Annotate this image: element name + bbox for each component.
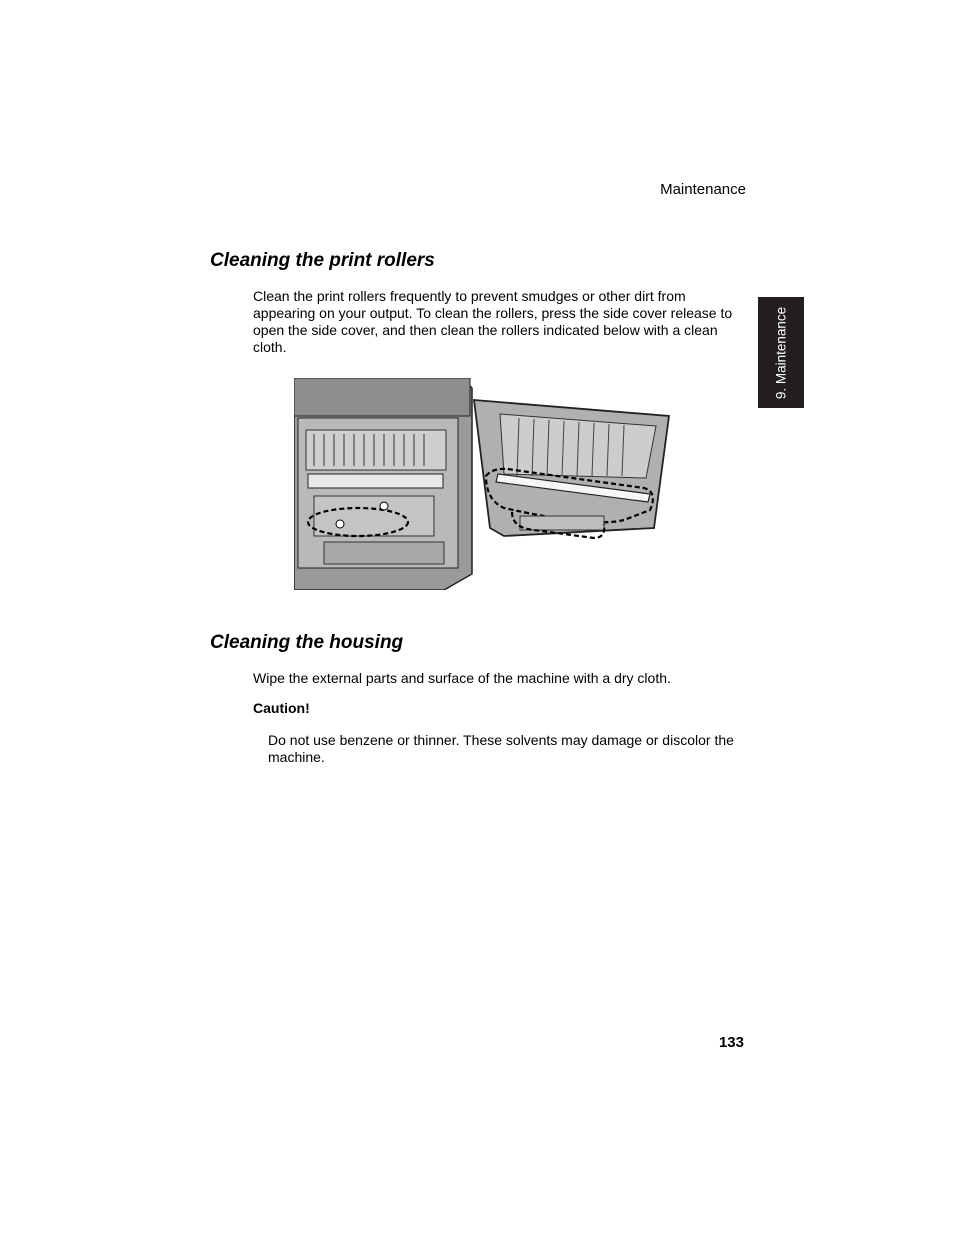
- chapter-side-tab: [758, 297, 804, 408]
- chapter-tab-label: 9. Maintenance: [773, 306, 789, 399]
- caution-label: Caution!: [253, 700, 310, 716]
- housing-instructions: Wipe the external parts and surface of the machine with a dry cloth.: [253, 670, 671, 686]
- print-rollers-instructions: Clean the print rollers frequently to prevent smudges or other dirt from appearing on your output. To clean the rollers, press the side cover release to open the side cover, and then clean the rollers indicated below with a clean cloth.: [253, 288, 733, 355]
- section-title-print-rollers: Cleaning the print rollers: [210, 250, 435, 271]
- printer-side-cover-illustration: [294, 378, 674, 590]
- caution-text: Do not use benzene or thinner. These solvents may damage or discolor the machine.: [268, 732, 734, 765]
- running-head: Maintenance: [660, 181, 746, 198]
- page-number: 133: [718, 1034, 744, 1051]
- section-title-housing: Cleaning the housing: [210, 632, 404, 653]
